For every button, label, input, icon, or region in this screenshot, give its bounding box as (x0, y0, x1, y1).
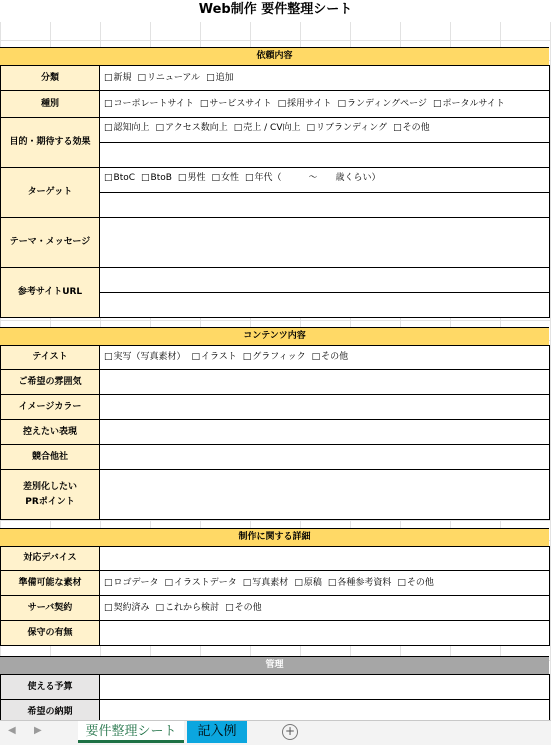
tab-scroll-next-icon[interactable]: ▶ (34, 725, 42, 736)
label-target: ターゲット (0, 167, 100, 218)
cell-reference-url[interactable] (99, 267, 550, 318)
checkbox-icon[interactable]: □ (104, 578, 113, 588)
checkbox-label: ロゴデータ (113, 578, 159, 588)
cell-deadline[interactable] (99, 699, 550, 720)
checkbox-label: 原稿 (303, 578, 322, 588)
label-budget: 使える予算 (0, 674, 100, 700)
checkbox-option[interactable] (393, 123, 430, 133)
label-competitors: 競合他社 (0, 444, 100, 470)
checkbox-icon[interactable]: □ (104, 603, 113, 613)
label-maintenance: 保守の有無 (0, 620, 100, 646)
options-server[interactable] (104, 599, 268, 617)
checkbox-icon[interactable]: □ (244, 173, 254, 183)
checkbox-label: BtoB (150, 173, 172, 183)
checkbox-option[interactable] (104, 578, 159, 588)
label-atmosphere: ご希望の雰囲気 (0, 369, 100, 395)
checkbox-option[interactable] (245, 173, 381, 183)
label-materials: 準備可能な素材 (0, 570, 100, 596)
checkbox-label: ランディングページ (347, 99, 427, 109)
checkbox-option[interactable] (433, 99, 505, 109)
checkbox-label: その他 (321, 352, 349, 362)
cell-avoid[interactable] (99, 419, 550, 445)
label-type: 種別 (0, 90, 100, 118)
checkbox-label: グラフィック (252, 352, 306, 362)
checkbox-label: その他 (406, 578, 434, 588)
cell-maintenance[interactable] (99, 620, 550, 646)
cell-image-color[interactable] (99, 394, 550, 420)
checkbox-icon[interactable]: □ (397, 578, 406, 588)
checkbox-icon[interactable]: □ (277, 99, 287, 109)
checkbox-option[interactable] (104, 173, 135, 183)
checkbox-icon[interactable]: □ (306, 123, 316, 133)
section-header-production: 制作に関する詳細 (0, 528, 549, 547)
tab-scroll-prev-icon[interactable]: ◀ (8, 725, 16, 736)
checkbox-label: ポータルサイト (442, 99, 505, 109)
label-server: サーバ契約 (0, 595, 100, 621)
checkbox-option[interactable] (141, 173, 172, 183)
checkbox-label: イラストデータ (174, 578, 237, 588)
options-target[interactable] (104, 169, 387, 187)
checkbox-label: 追加 (215, 73, 234, 83)
checkbox-label: 新規 (113, 73, 132, 83)
label-image-color: イメージカラー (0, 394, 100, 420)
checkbox-icon[interactable]: □ (242, 578, 252, 588)
sheet-title: Web制作 要件整理シート (0, 0, 551, 22)
checkbox-label: BtoC (113, 173, 136, 183)
checkbox-icon[interactable]: □ (141, 173, 150, 183)
label-differentiation: 差別化したい PRポイント (0, 469, 100, 520)
options-purpose[interactable] (104, 119, 436, 137)
cell-server[interactable] (99, 595, 550, 621)
cell-divider (100, 192, 549, 193)
label-purpose: 目的・期待する効果 (0, 117, 100, 168)
checkbox-label: 売上 / CV向上 (243, 123, 301, 133)
checkbox-option[interactable] (206, 73, 234, 83)
checkbox-option[interactable] (104, 123, 150, 133)
checkbox-option[interactable] (225, 603, 262, 613)
checkbox-icon[interactable]: □ (393, 123, 402, 133)
tab-example[interactable]: 記入例 (187, 721, 247, 743)
cell-materials[interactable] (99, 570, 550, 596)
label-taste: テイスト (0, 345, 100, 370)
checkbox-label: 男性 (187, 173, 206, 183)
checkbox-icon[interactable]: □ (177, 173, 187, 183)
checkbox-icon[interactable]: □ (432, 99, 442, 109)
checkbox-label: イラスト (201, 352, 237, 362)
checkbox-option[interactable] (156, 123, 228, 133)
checkbox-icon[interactable]: □ (327, 578, 337, 588)
checkbox-label: 採用サイト (287, 99, 332, 109)
checkbox-option[interactable] (397, 578, 434, 588)
cell-differentiation[interactable] (99, 469, 550, 520)
checkbox-label: リニューアル (147, 73, 201, 83)
cell-taste[interactable] (99, 345, 550, 370)
checkbox-label: 実写（写真素材） (113, 352, 186, 362)
checkbox-label: 年代（ ～ 歳くらい） (254, 173, 381, 183)
checkbox-option[interactable] (294, 578, 322, 588)
checkbox-icon[interactable]: □ (211, 173, 220, 183)
section-header-contents: コンテンツ内容 (0, 327, 549, 346)
checkbox-icon[interactable]: □ (155, 123, 165, 133)
label-theme: テーマ・メッセージ (0, 217, 100, 268)
label-category: 分類 (0, 65, 100, 91)
checkbox-option[interactable] (328, 578, 392, 588)
checkbox-option[interactable] (165, 578, 237, 588)
checkbox-label: 契約済み (113, 603, 150, 613)
checkbox-option[interactable] (338, 99, 427, 109)
tab-requirements-sheet[interactable]: 要件整理シート (78, 721, 184, 743)
checkbox-label: その他 (402, 123, 430, 133)
checkbox-icon[interactable]: □ (233, 123, 243, 133)
checkbox-label: コーポレートサイト (113, 99, 194, 109)
checkbox-option[interactable] (138, 73, 201, 83)
cell-budget[interactable] (99, 674, 550, 700)
checkbox-option[interactable] (104, 99, 194, 109)
cell-type[interactable] (99, 90, 550, 118)
checkbox-label: その他 (234, 603, 262, 613)
cell-theme[interactable] (99, 217, 550, 268)
section-header-management: 管理 (0, 656, 549, 675)
cell-category[interactable] (99, 65, 550, 91)
checkbox-label: 女性 (220, 173, 239, 183)
label-deadline: 希望の納期 (0, 699, 100, 720)
cell-purpose[interactable] (99, 117, 550, 168)
checkbox-option[interactable] (307, 123, 388, 133)
checkbox-icon[interactable]: □ (242, 352, 252, 362)
checkbox-option[interactable] (243, 352, 306, 362)
checkbox-label: 各種参考資料 (337, 578, 392, 588)
checkbox-icon[interactable]: □ (311, 352, 321, 362)
checkbox-icon[interactable]: □ (104, 352, 113, 362)
checkbox-label: アクセス数向上 (165, 123, 228, 133)
checkbox-icon[interactable]: □ (199, 99, 209, 109)
options-category[interactable] (104, 69, 240, 87)
options-type[interactable] (104, 95, 511, 113)
options-taste[interactable] (104, 348, 354, 366)
label-reference-url: 参考サイトURL (0, 267, 100, 318)
checkbox-option[interactable] (234, 123, 301, 133)
checkbox-icon[interactable]: □ (294, 578, 303, 588)
cell-competitors[interactable] (99, 444, 550, 470)
label-devices: 対応デバイス (0, 546, 100, 571)
checkbox-option[interactable] (178, 173, 206, 183)
cell-divider (100, 142, 549, 143)
label-avoid: 控えたい表現 (0, 419, 100, 445)
checkbox-icon[interactable]: □ (191, 352, 201, 362)
checkbox-label: 写真素材 (252, 578, 289, 588)
options-materials[interactable] (104, 574, 440, 592)
checkbox-option[interactable] (156, 603, 220, 613)
checkbox-option[interactable] (243, 578, 289, 588)
checkbox-icon[interactable]: □ (337, 99, 347, 109)
checkbox-icon[interactable]: □ (164, 578, 174, 588)
checkbox-option[interactable] (104, 352, 186, 362)
add-sheet-icon[interactable]: + (282, 724, 298, 740)
checkbox-icon[interactable]: □ (137, 73, 147, 83)
checkbox-option[interactable] (312, 352, 349, 362)
cell-devices[interactable] (99, 546, 550, 571)
checkbox-label: 認知向上 (113, 123, 150, 133)
checkbox-icon[interactable]: □ (104, 173, 113, 183)
checkbox-icon[interactable]: □ (155, 603, 165, 613)
checkbox-option[interactable] (104, 73, 132, 83)
checkbox-icon[interactable]: □ (206, 73, 215, 83)
checkbox-option[interactable] (200, 99, 272, 109)
checkbox-icon[interactable]: □ (104, 123, 113, 133)
section-header-request: 依頼内容 (0, 47, 549, 66)
checkbox-icon[interactable]: □ (225, 603, 234, 613)
checkbox-label: リブランディング (316, 123, 388, 133)
checkbox-icon[interactable]: □ (104, 73, 113, 83)
checkbox-option[interactable] (192, 352, 237, 362)
checkbox-label: これから検討 (165, 603, 220, 613)
checkbox-option[interactable] (104, 603, 150, 613)
checkbox-option[interactable] (211, 173, 239, 183)
checkbox-label: サービスサイト (209, 99, 272, 109)
checkbox-option[interactable] (278, 99, 332, 109)
sheet-tab-bar (0, 720, 551, 745)
cell-atmosphere[interactable] (99, 369, 550, 395)
cell-target[interactable] (99, 167, 550, 218)
cell-divider (100, 292, 549, 293)
checkbox-icon[interactable]: □ (104, 99, 113, 109)
